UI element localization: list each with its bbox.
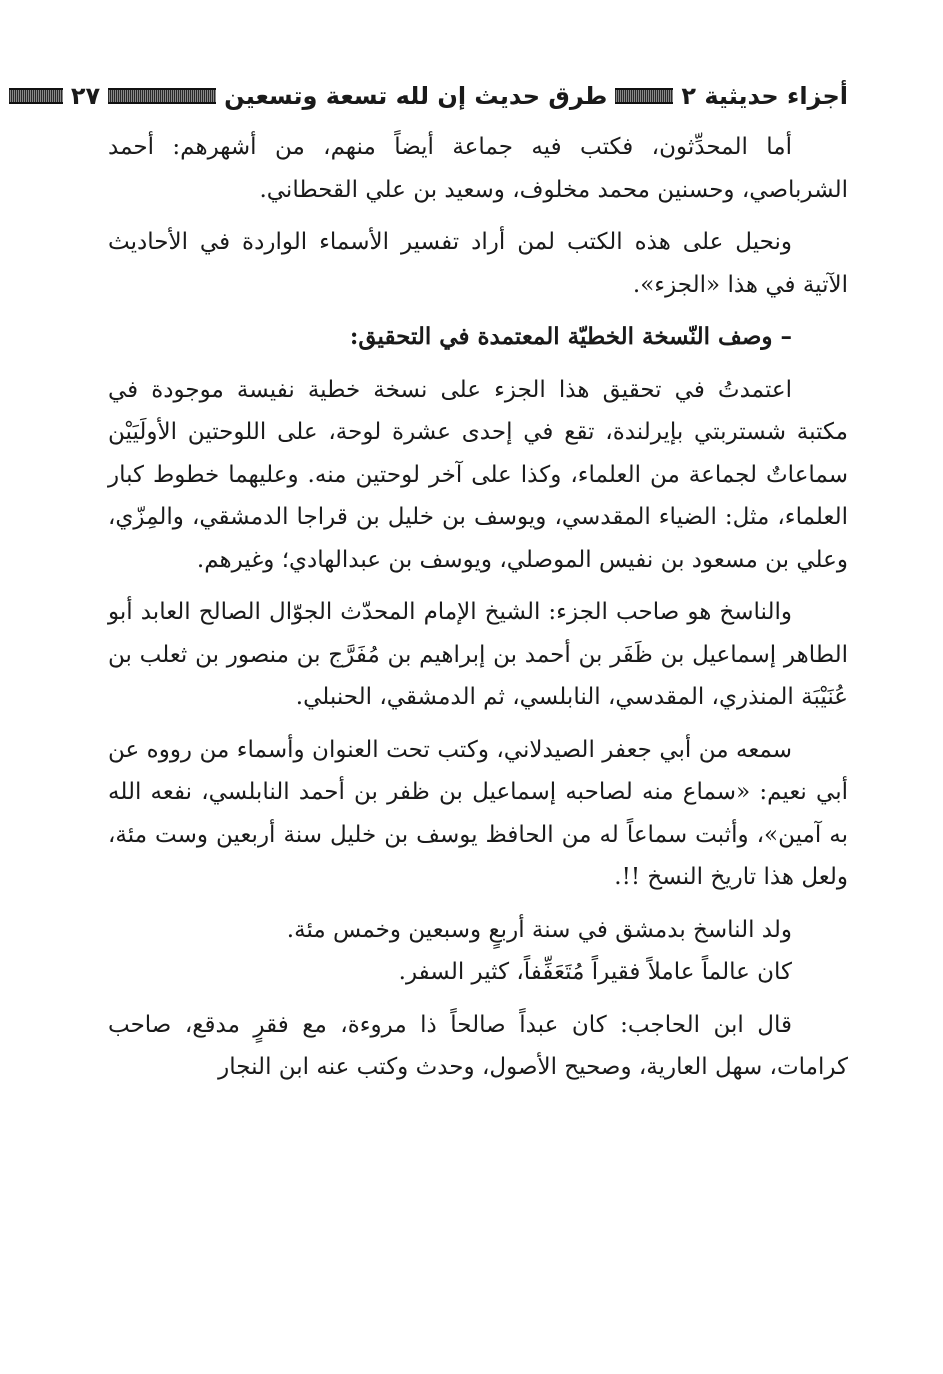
section-heading: – وصف النّسخة الخطيّة المعتمدة في التحقيق: [349, 323, 792, 350]
running-header [70, 76, 848, 116]
header-rule-ornament [9, 88, 63, 104]
paragraph: كان عالماً عاملاً فقيراً مُتَعَفِّفاً، كثير السفر. [398, 959, 792, 985]
header-rule-ornament [108, 88, 216, 104]
paragraph: ونحيل على هذه الكتب لمن أراد تفسير الأسماء الواردة في الأحاديث الآتية في هذا «الجزء». [108, 229, 848, 298]
paragraph: قال ابن الحاجب: كان عبداً صالحاً ذا مروءة، مع فقرٍ مدقع، صاحب كرامات، سهل العارية، وصحيح الأصول، وحدث وكتب عنه ابن النجار [108, 1011, 848, 1080]
paragraph: اعتمدتُ في تحقيق هذا الجزء على نسخة خطية نفيسة موجودة في مكتبة شستربتي بإيرلندة، تقع في إحدى عشرة لوحة، على اللوحتين الأولَيَيْن سماعاتٌ لجماعة من العلماء، وكذا على آخر لوحتين منه. وعليهما خطوط كبار العلماء، مثل: الضياء المقدسي، ويوسف بن خليل بن قراجا الدمشقي، والمِزّي، وعلي بن مسعود بن نفيس الموصلي، ويوسف بن عبدالهادي؛ وغيرهم. [108, 376, 848, 573]
page-number: ٢٧ [70, 82, 101, 110]
book-series-title: أجزاء حديثية ٢ [681, 82, 848, 110]
paragraph: أما المحدِّثون، فكتب فيه جماعة أيضاً منهم، من أشهرهم: أحمد الشرباصي، وحسنين محمد مخلوف، وسعيد بن علي القحطاني. [108, 134, 848, 203]
header-rule-ornament [615, 88, 673, 104]
book-title: طرق حديث إن لله تسعة وتسعين [224, 82, 608, 110]
paragraph: والناسخ هو صاحب الجزء: الشيخ الإمام المحدّث الجوّال الصالح العابد أبو الطاهر إسماعيل بن ظَفَر بن أحمد بن إبراهيم بن مُفَرَّج بن منصور بن ثعلب بن عُنَيْبَة المنذري، المقدسي، النابلسي، ثم الدمشقي، الحنبلي. [108, 599, 848, 710]
paragraph: ولد الناسخ بدمشق في سنة أربعٍ وسبعين وخمس مئة. [286, 916, 792, 943]
main-text [108, 126, 848, 1099]
paragraph: سمعه من أبي جعفر الصيدلاني، وكتب تحت العنوان وأسماء من رووه عن أبي نعيم: «سماع منه لصاحبه إسماعيل بن ظفر بن أحمد النابلسي، نفعه الله به آمين»، وأثبت سماعاً له من الحافظ يوسف بن خليل سنة أربعين وست مئة، ولعل هذا تاريخ النسخ !!. [108, 736, 848, 890]
